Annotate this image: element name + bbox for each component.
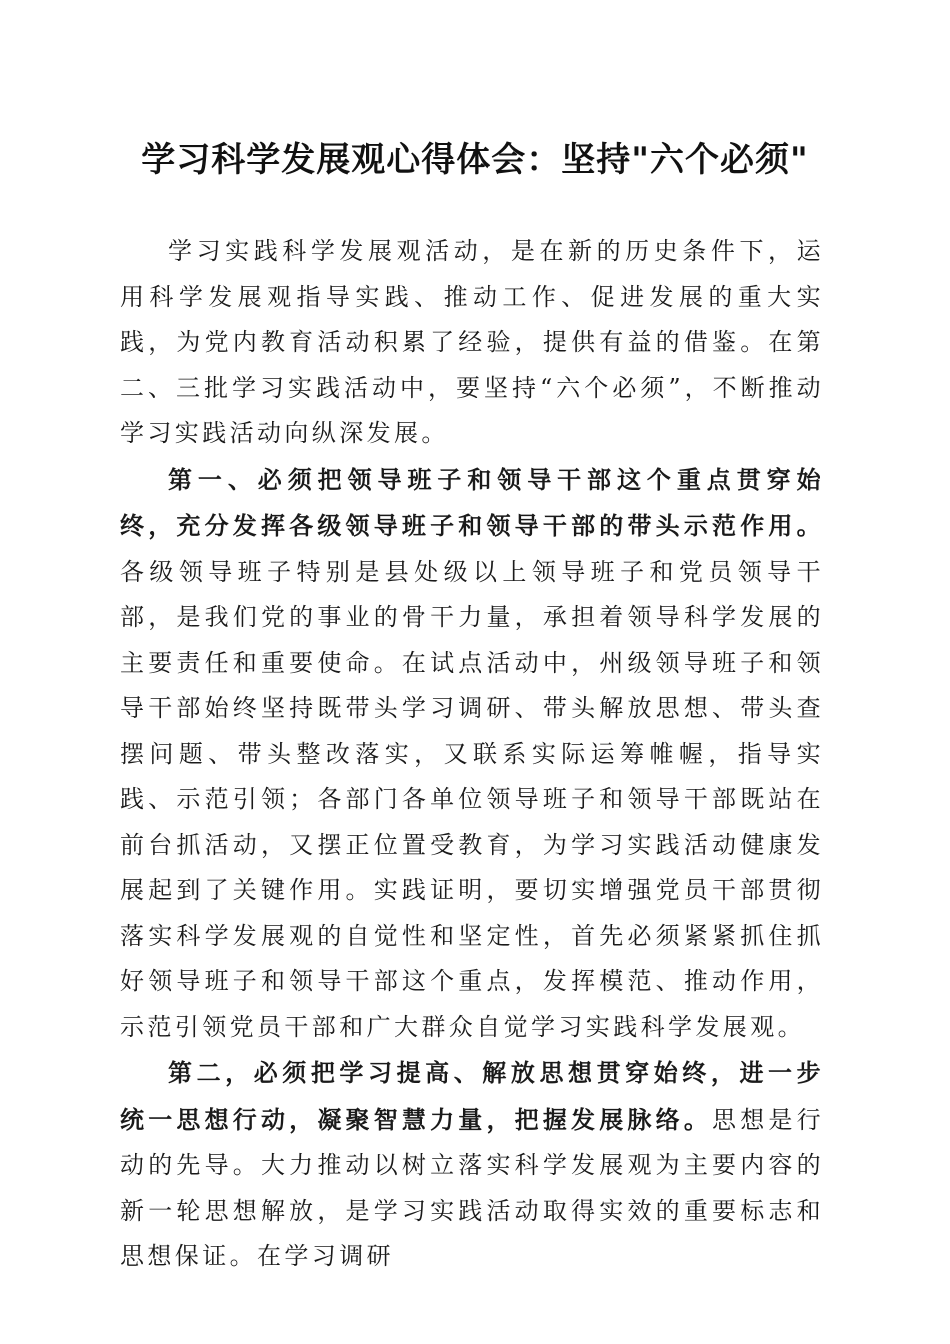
document-title: 学习科学发展观心得体会：坚持"六个必须": [141, 140, 809, 180]
paragraph-lead: 第二，必须把学习提高、解放思想贯穿始终，进一步统一思想行动，凝聚智慧力量，把握发展脉络。: [120, 1058, 824, 1134]
paragraph-second-point: [120, 1050, 824, 1280]
paragraph-text: 学习实践科学发展观活动，是在新的历史条件下，运用科学发展观指导实践、推动工作、促进发展的重大实践，为党内教育活动积累了经验，提供有益的借鉴。在第二、三批学习实践活动中，要坚持“六个必须”，不断推动学习实践活动向纵深发展。: [120, 237, 824, 447]
paragraph-text: 各级领导班子特别是县处级以上领导班子和党员领导干部，是我们党的事业的骨干力量，承担着领导科学发展的主要责任和重要使命。在试点活动中，州级领导班子和领导干部始终坚持既带头学习调研、带头解放思想、带头查摆问题、带头整改落实，又联系实际运筹帷幄，指导实践、示范引领；各部门各单位领导班子和领导干部既站在前台抓活动，又摆正位置受教育，为学习实践活动健康发展起到了关键作用。实践证明，要切实增强党员干部贯彻落实科学发展观的自觉性和坚定性，首先必须紧紧抓住抓好领导班子和领导干部这个重点，发挥模范、推动作用，示范引领党员干部和广大群众自觉学习实践科学发展观。: [120, 557, 824, 1041]
paragraph-text: 思想是行动的先导。大力推动以树立落实科学发展观为主要内容的新一轮思想解放，是学习实践活动取得实效的重要标志和思想保证。在学习调研: [120, 1105, 824, 1270]
document-body: [120, 228, 824, 1280]
paragraph-first-point: [120, 457, 824, 1051]
paragraph-intro: [120, 228, 824, 457]
paragraph-lead: 第一、必须把领导班子和领导干部这个重点贯穿始终，充分发挥各级领导班子和领导干部的带头示范作用。: [120, 464, 824, 540]
